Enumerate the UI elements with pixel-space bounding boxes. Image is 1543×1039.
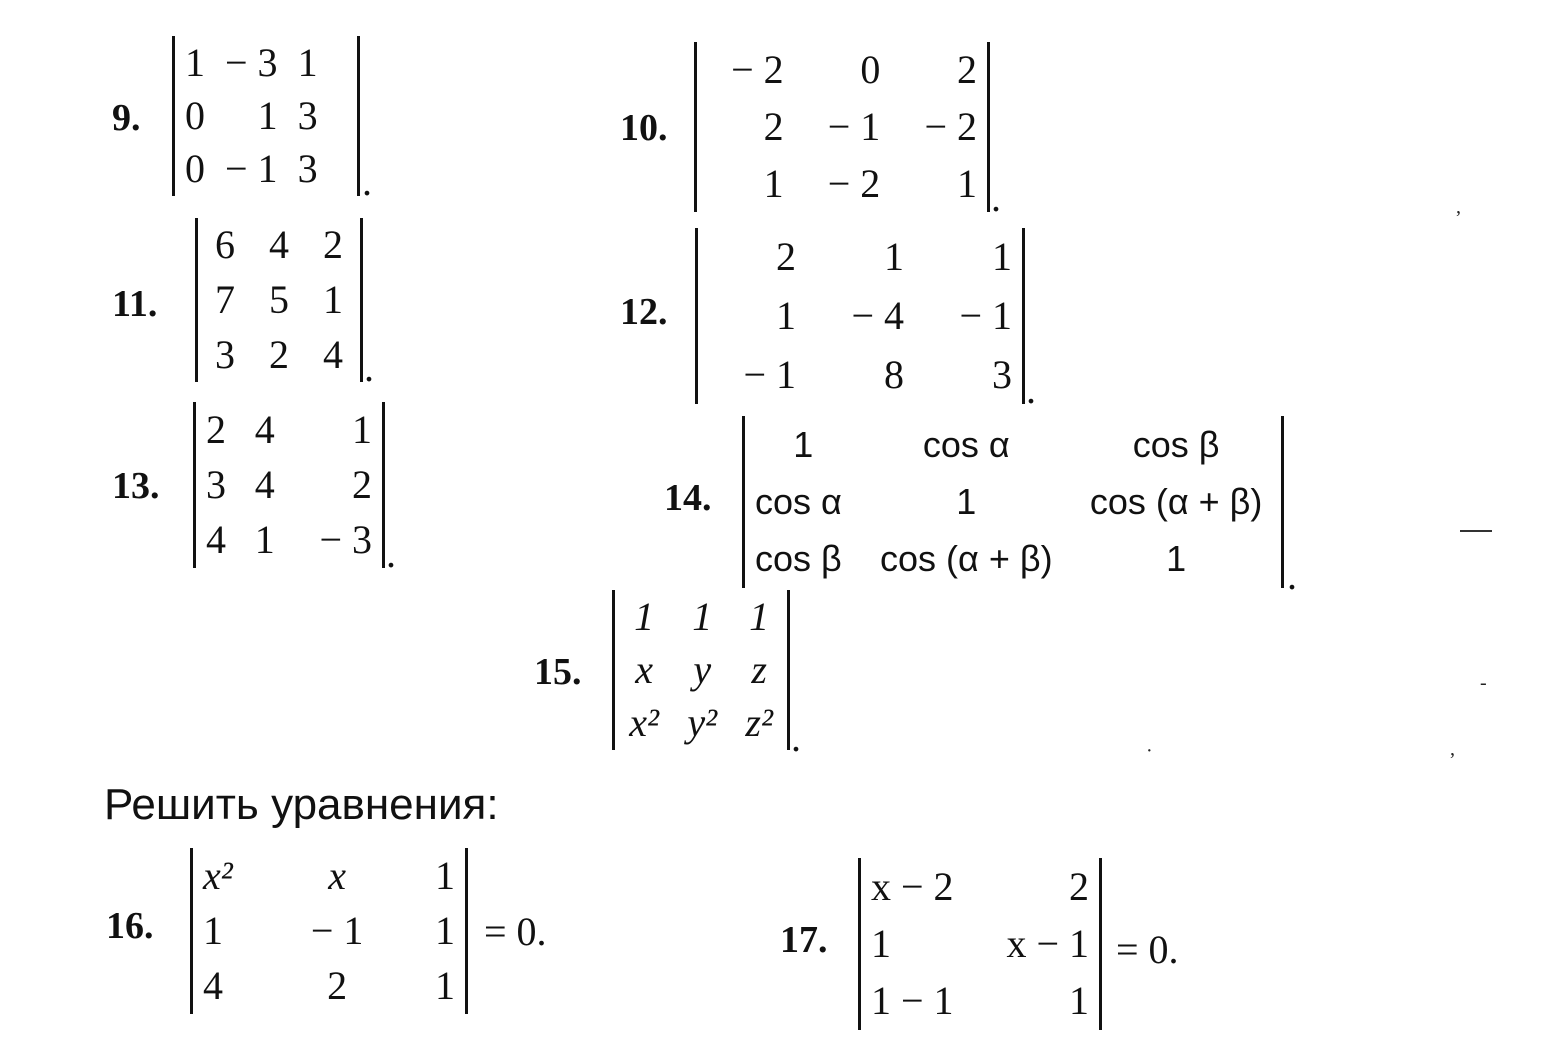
matrix-cell: 1 (435, 852, 455, 898)
problem-number: 12. (620, 291, 668, 333)
determinant-14 (742, 416, 1284, 588)
equation-tail: = 0. (484, 909, 547, 954)
matrix-cell: 3 (215, 331, 235, 377)
determinant-10 (694, 42, 990, 212)
matrix-cell: cos β (755, 538, 842, 580)
matrix-cell: 4 (269, 222, 289, 268)
matrix-cell: y (693, 646, 712, 692)
scan-speck: · (1146, 740, 1153, 762)
matrix-cell: 1 (776, 292, 796, 338)
matrix-cell: − 1 (827, 103, 881, 149)
problem-number: 16. (106, 905, 154, 947)
matrix-cell: 2 (327, 963, 348, 1009)
scan-speck: - (1480, 672, 1487, 694)
matrix-cell: 1 (257, 92, 278, 138)
matrix-cell: 4 (254, 461, 275, 507)
matrix-cell: 4 (206, 517, 226, 563)
matrix-cell: cos (α + β) (1089, 480, 1263, 522)
section-heading: Решить уравнения: (104, 780, 499, 829)
scan-speck (1460, 530, 1492, 532)
matrix-cell: 3 (206, 461, 226, 507)
matrix-cell: cos α (755, 480, 842, 522)
matrix-cell: cos α (922, 423, 1010, 465)
matrix-cell: 1 (992, 234, 1012, 280)
matrix-cell: 3 (297, 92, 318, 138)
matrix-cell: 1 (793, 423, 814, 465)
determinant-tail: . (1287, 553, 1297, 598)
matrix-cell: 8 (884, 351, 904, 397)
matrix-cell: 1 (297, 39, 318, 85)
matrix-cell: 1 (749, 593, 770, 639)
matrix-cell: − 2 (924, 103, 977, 149)
problem-number: 9. (112, 97, 141, 139)
matrix-cell: − 4 (851, 292, 904, 338)
matrix-cell: 5 (269, 276, 289, 322)
matrix-cell: 1 (884, 234, 904, 280)
matrix-cell: − 2 (827, 160, 881, 206)
matrix-cell: 7 (215, 276, 235, 322)
matrix-cell: 1 (254, 517, 275, 563)
matrix-cell: z (751, 646, 767, 692)
matrix-cell: 2 (269, 331, 289, 377)
problem-number: 13. (112, 465, 160, 507)
matrix-cell: 0 (860, 47, 881, 93)
problem-number: 11. (112, 283, 158, 325)
matrix-cell: 0 (185, 92, 205, 138)
matrix-cell: 3 (297, 146, 318, 192)
matrix-cell: 1 (323, 276, 343, 322)
scan-speck: , (1450, 738, 1455, 760)
matrix-cell: 1 − 1 (871, 978, 954, 1024)
matrix-cell: − 1 (225, 146, 278, 192)
determinant-16 (190, 848, 468, 1014)
scan-speck: , (1456, 196, 1461, 218)
matrix-cell: x² (629, 700, 659, 746)
determinant-12 (695, 228, 1025, 404)
matrix-cell: 2 (763, 103, 784, 149)
matrix-cell: 2 (206, 406, 226, 452)
determinant-tail: . (1026, 367, 1036, 412)
matrix-cell: 4 (203, 963, 223, 1009)
matrix-cell: − 3 (319, 517, 372, 563)
matrix-cell: − 1 (959, 292, 1012, 338)
determinant-tail: . (991, 175, 1001, 220)
determinant-11 (195, 218, 363, 382)
matrix-cell: 0 (185, 146, 205, 192)
matrix-cell: − 2 (731, 47, 784, 93)
determinant-tail: . (791, 715, 801, 760)
matrix-cell: 1 (634, 593, 655, 639)
matrix-cell: 1 (957, 160, 977, 206)
equation-tail: = 0. (1116, 927, 1179, 972)
matrix-cell: 6 (215, 222, 235, 268)
determinant-15 (612, 590, 790, 750)
matrix-cell: x − 2 (871, 863, 954, 909)
matrix-cell: 2 (352, 461, 372, 507)
matrix-cell: 1 (435, 963, 455, 1009)
determinant-13 (193, 402, 385, 568)
matrix-cell: 4 (323, 331, 343, 377)
matrix-cell: − 1 (310, 907, 364, 953)
matrix-cell: 4 (254, 406, 275, 452)
matrix-cell: 1 (1166, 538, 1187, 580)
matrix-cell: − 3 (225, 39, 278, 85)
matrix-cell: 1 (692, 593, 713, 639)
matrix-cell: 1 (956, 480, 977, 522)
matrix-cell: x − 1 (1006, 920, 1089, 966)
matrix-cell: x (328, 852, 347, 898)
matrix-cell: 1 (185, 39, 205, 85)
determinant-tail: . (362, 159, 372, 204)
matrix-cell: y² (687, 700, 718, 746)
matrix-cell: cos β (1132, 423, 1220, 465)
determinant-tail: . (386, 531, 396, 576)
matrix-cell: 2 (957, 47, 977, 93)
problem-number: 14. (664, 477, 712, 519)
determinant-9 (172, 36, 360, 196)
problem-number: 17. (780, 919, 828, 961)
matrix-cell: x² (203, 852, 233, 898)
matrix-cell: 3 (992, 351, 1012, 397)
matrix-cell: 1 (435, 907, 455, 953)
matrix-cell: 1 (1069, 978, 1089, 1024)
matrix-cell: z² (745, 700, 773, 746)
matrix-cell: x (635, 646, 653, 692)
matrix-cell: 1 (763, 160, 784, 206)
matrix-cell: 2 (776, 234, 796, 280)
matrix-cell: 2 (1069, 863, 1089, 909)
determinant-tail: . (364, 345, 374, 390)
matrix-cell: cos (α + β) (880, 538, 1053, 580)
determinant-17 (858, 858, 1102, 1030)
matrix-cell: − 1 (743, 351, 796, 397)
matrix-cell: 1 (203, 907, 223, 953)
matrix-cell: 2 (323, 222, 343, 268)
problem-number: 15. (534, 651, 582, 693)
matrix-cell: 1 (871, 920, 891, 966)
matrix-cell: 1 (352, 406, 372, 452)
problem-number: 10. (620, 107, 668, 149)
